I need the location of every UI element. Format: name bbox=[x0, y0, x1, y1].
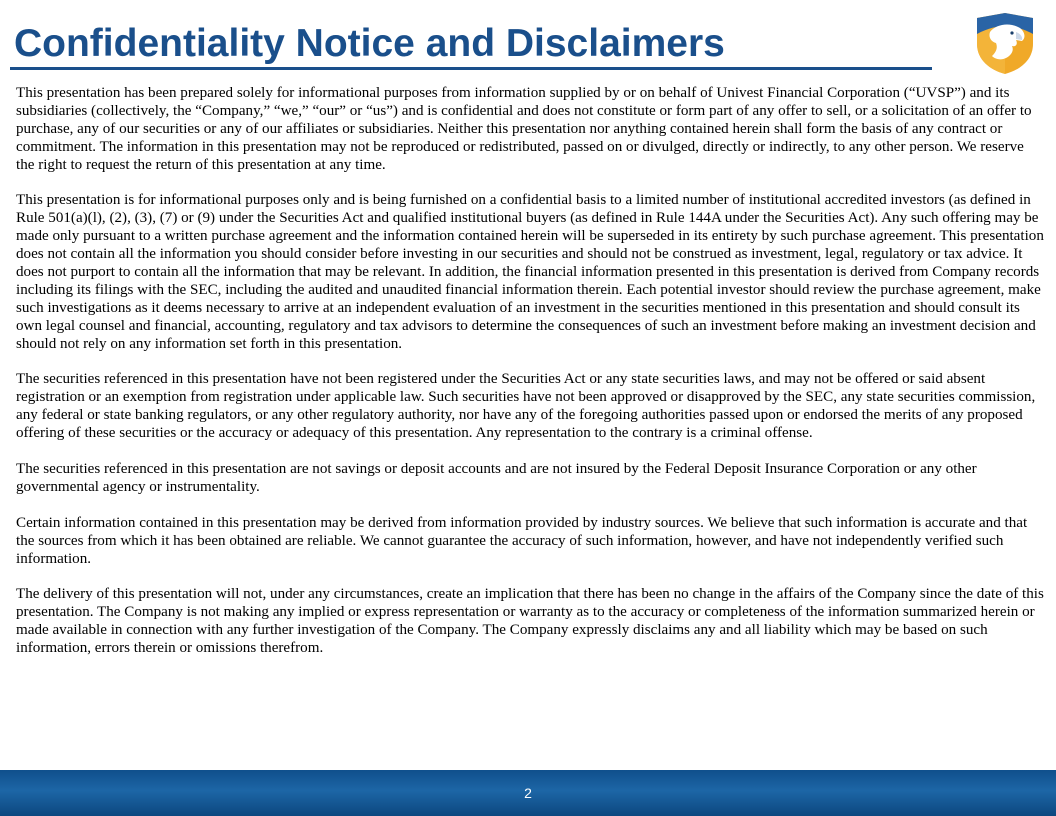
page-number: 2 bbox=[524, 785, 532, 801]
eagle-shield-icon bbox=[972, 10, 1038, 76]
disclaimer-body bbox=[16, 85, 1044, 676]
footer-bar bbox=[0, 770, 1056, 816]
disclaimer-paragraph: The delivery of this presentation will not, under any circumstances, create an implication that there has been no change in the affairs of the Company since the date of this presentation. The Company is not making any implied or express representation or warranty as to the accuracy or completeness of the information summarized herein or made available in connection with any further investigation of the Company. The Company expressly disclaims any and all liability which may be based on such information, errors therein or omissions therefrom. bbox=[16, 586, 1044, 657]
title-divider bbox=[10, 67, 932, 70]
disclaimer-paragraph: This presentation has been prepared solely for informational purposes from information supplied by or on behalf of Univest Financial Corporation (“UVSP”) and its subsidiaries (collectively, the “Company,” “we,” “our” or “us”) and is confidential and does not constitute or form part of any offer to sell, or a solicitation of an offer to purchase, any of our securities or any of our affiliates or subsidiaries. Neither this presentation nor anything contained herein shall form the basis of any contract or commitment. The information in this presentation may not be reproduced or redistributed, passed on or divulged, directly or indirectly, to any other person. We reserve the right to request the return of this presentation at any time. bbox=[16, 85, 1032, 173]
disclaimer-paragraph: The securities referenced in this presentation have not been registered under the Securities Act or any state securities laws, and may not be offered or said absent registration or an exemption from registration under applicable law. Such securities have not been approved or disapproved by the SEC, any state securities commission, any federal or state banking regulators, or any other regulatory authority, nor have any of the foregoing authorities passed upon or endorsed the merits of any proposed offering of these securities or the accuracy or adequacy of this presentation. Any representation to the contrary is a criminal offense. bbox=[16, 371, 1036, 442]
disclaimer-paragraph: This presentation is for informational purposes only and is being furnished on a confidential basis to a limited number of institutional accredited investors (as defined in Rule 501(a)(l), (2), (3), (7) or (9) under the Securities Act and qualified institutional buyers (as defined in Rule 144A under the Securities Act). Any such offering may be made only pursuant to a written purchase agreement and the information contained herein will be superseded in its entirety by such purchase agreement. This presentation does not contain all the information you should consider before investing in our securities and should not be construed as investment, legal, regulatory or tax advice. It does not purport to contain all the information that may be relevant. In addition, the financial information presented in this presentation is derived from Company records including its filings with the SEC, including the audited and unaudited financial information therein. Each potential investor should review the purchase agreement, make such investigations as it deems necessary to arrive at an independent evaluation of an investment in the securities mentioned in this presentation and should consult its own legal counsel and financial, accounting, regulatory and tax advisors to determine the consequences of such an investment before making an investment decision and should not rely on any information set forth in this presentation. bbox=[16, 192, 1044, 352]
disclaimer-paragraph: Certain information contained in this presentation may be derived from information provided by industry sources. We believe that such information is accurate and that the sources from which it has been obtained are reliable. We cannot guarantee the accuracy of such information, however, and have not independently verified such information. bbox=[16, 514, 1028, 567]
page-title: Confidentiality Notice and Disclaimers bbox=[14, 22, 725, 65]
company-logo bbox=[972, 10, 1038, 76]
disclaimer-paragraph: The securities referenced in this presentation are not savings or deposit accounts and are not insured by the Federal Deposit Insurance Corporation or any other governmental agency or instrumentality. bbox=[16, 460, 977, 495]
